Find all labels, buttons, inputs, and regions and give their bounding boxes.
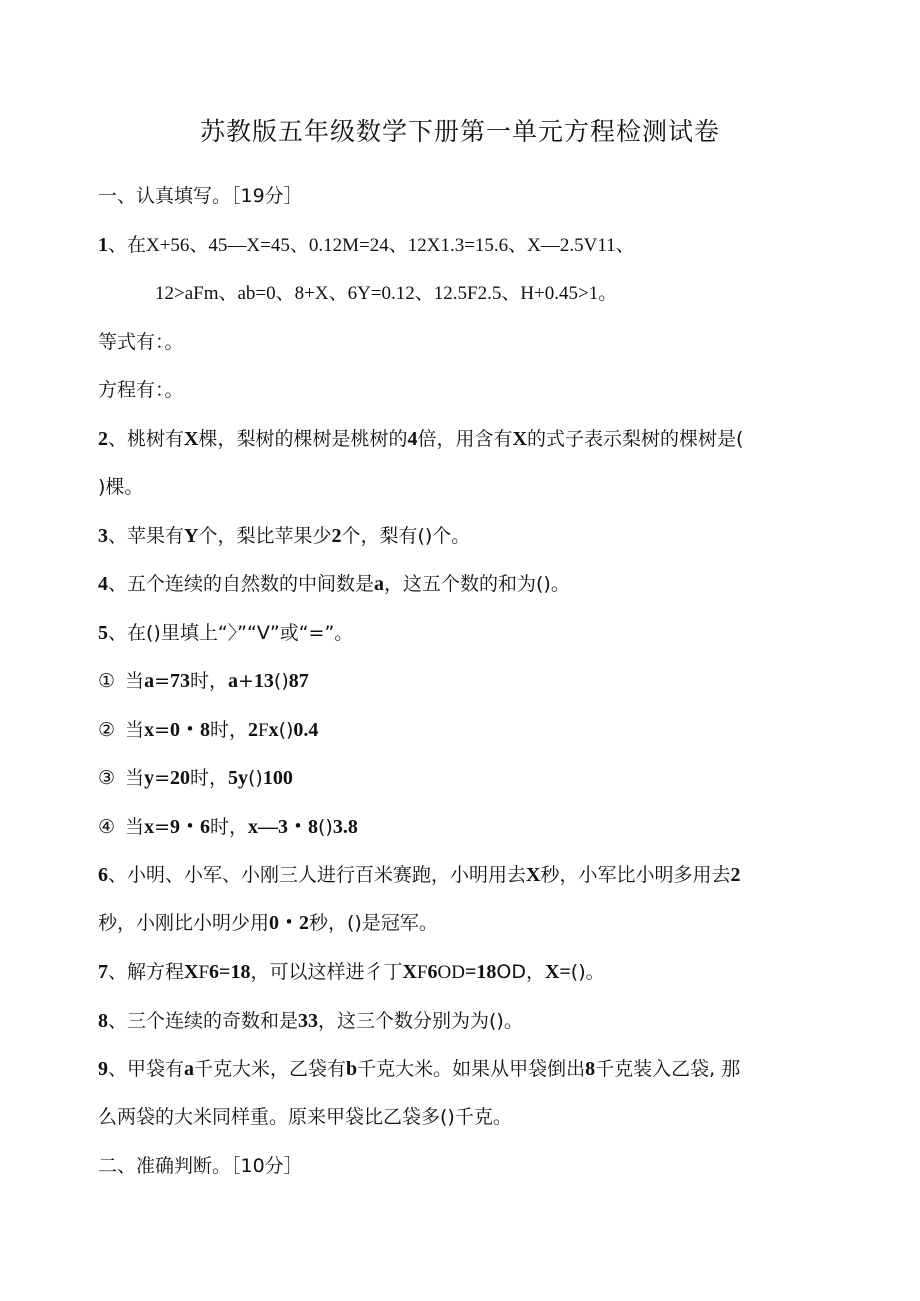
question-5 xyxy=(98,619,353,647)
text: 、在()里填上“〉”“V”或“=”。 xyxy=(108,622,354,644)
number: =18 xyxy=(464,961,497,983)
page-title: 苏教版五年级数学下册第一单元方程检测试卷 xyxy=(199,117,720,146)
text: 棵，梨树的棵树是桃树的 xyxy=(198,428,408,450)
text: 秒，()是冠军。 xyxy=(309,912,438,934)
text: F xyxy=(416,962,428,983)
text: 、小明、小军、小刚三人进行百米赛跑，小明用去 xyxy=(108,864,527,886)
number: 0・2 xyxy=(269,912,310,934)
answer-blank: () xyxy=(273,670,289,692)
variable: X xyxy=(402,961,417,983)
variable: a xyxy=(144,670,155,692)
question-4 xyxy=(98,570,570,598)
text: = xyxy=(154,719,170,741)
text: = xyxy=(154,670,170,692)
number: 0・8 xyxy=(169,719,210,741)
variable: a xyxy=(184,1058,195,1080)
question-5-item-1 xyxy=(98,667,309,695)
text: 秒，小军比小明多用去 xyxy=(540,864,731,886)
question-1-line-1 xyxy=(98,231,635,260)
text: 、苹果有 xyxy=(108,525,185,547)
question-number: 4 xyxy=(98,573,108,595)
question-9-line-2: 么两袋的大米同样重。原来甲袋比乙袋多()千克。 xyxy=(98,1106,512,1128)
variable: a xyxy=(228,670,238,692)
text: 时， xyxy=(189,767,228,789)
section-heading-2: 二、准确判断。［10分］ xyxy=(98,1155,303,1177)
answer-blank: ()。 xyxy=(570,961,605,983)
number: 8 xyxy=(585,1058,596,1080)
text: 秒，小刚比小明少用 xyxy=(98,912,270,934)
expression: x—3・8 xyxy=(248,816,318,838)
question-number: 6 xyxy=(98,864,108,886)
text: F xyxy=(198,962,210,983)
variable: Y xyxy=(184,525,199,547)
question-text: 、在X+56、45—X=45、0.12M=24、12X1.3=15.6、X—2.5V11、 xyxy=(108,235,635,256)
variable: y xyxy=(144,767,155,789)
text: = xyxy=(154,816,170,838)
number: 6 xyxy=(427,961,438,983)
text: 当 xyxy=(125,816,145,838)
text: 时， xyxy=(209,816,248,838)
number: 2 xyxy=(248,719,258,741)
variable: X= xyxy=(544,961,571,983)
number: 6=18 xyxy=(209,961,251,983)
text: 千克装入乙袋, 那 xyxy=(595,1058,741,1080)
answer-blank: () xyxy=(278,719,294,741)
item-marker: ③ xyxy=(98,767,116,789)
question-number: 7 xyxy=(98,961,108,983)
answer-blank: () xyxy=(248,767,263,789)
formulas-answer: 方程有：。 xyxy=(98,379,184,401)
section-heading-1: 一、认真填写。［19分］ xyxy=(98,185,303,207)
text: 、桃树有 xyxy=(108,428,185,450)
text: 个，梨比苹果少 xyxy=(198,525,332,547)
number: 3.8 xyxy=(332,816,358,838)
text: ，这三个数分别为为()。 xyxy=(318,1010,523,1032)
variable: X xyxy=(184,428,199,450)
text: 千克大米。如果从甲袋倒出 xyxy=(357,1058,586,1080)
expression: 5y xyxy=(228,767,248,789)
text: + xyxy=(238,670,254,692)
number: 4 xyxy=(407,428,418,450)
number: 0.4 xyxy=(293,719,319,741)
variable: x xyxy=(144,719,155,741)
item-marker: ④ xyxy=(98,816,116,838)
text: 倍，用含有 xyxy=(417,428,513,450)
question-2-line-1 xyxy=(98,425,743,453)
text: = xyxy=(154,767,170,789)
variable: a xyxy=(374,573,385,595)
question-5-item-4 xyxy=(98,813,358,841)
text: 当 xyxy=(125,719,145,741)
question-1-line-2: 12>aFm、ab=0、8+X、6Y=0.12、12.5F2.5、H+0.45>1。 xyxy=(155,283,618,304)
question-number: 3 xyxy=(98,525,108,547)
variable: x xyxy=(268,719,279,741)
number: 100 xyxy=(262,767,293,789)
question-number: 2 xyxy=(98,428,108,450)
text: 千克大米，乙袋有 xyxy=(194,1058,347,1080)
variable: X xyxy=(512,428,527,450)
question-7 xyxy=(98,958,605,987)
number: 33 xyxy=(298,1010,319,1032)
number: 9・6 xyxy=(169,816,210,838)
text: 、三个连续的奇数和是 xyxy=(108,1010,299,1032)
variable: b xyxy=(346,1058,358,1080)
question-5-item-2 xyxy=(98,716,318,745)
text: 、甲袋有 xyxy=(108,1058,185,1080)
question-2-line-2: )棵。 xyxy=(98,476,144,498)
text: OD， xyxy=(496,961,545,983)
question-3 xyxy=(98,522,470,550)
number: 20 xyxy=(169,767,190,789)
variable: x xyxy=(144,816,155,838)
text: 、五个连续的自然数的中间数是 xyxy=(108,573,375,595)
text: F xyxy=(258,720,269,741)
equations-answer: 等式有：。 xyxy=(98,331,184,353)
text: 时， xyxy=(189,670,228,692)
variable: X xyxy=(526,864,541,886)
text: 时， xyxy=(209,719,248,741)
text: ，这五个数的和为()。 xyxy=(384,573,570,595)
text: 个，梨有()个。 xyxy=(341,525,471,547)
answer-blank: () xyxy=(318,816,333,838)
variable: X xyxy=(184,961,199,983)
question-8 xyxy=(98,1007,523,1035)
question-number: 5 xyxy=(98,622,108,644)
number: 2 xyxy=(730,864,741,886)
text: OD xyxy=(437,962,465,983)
question-number: 9 xyxy=(98,1058,108,1080)
question-9-line-1 xyxy=(98,1055,740,1083)
text: ，可以这样进彳丁 xyxy=(250,961,403,983)
question-6-line-2 xyxy=(98,909,438,937)
number: 87 xyxy=(288,670,309,692)
item-marker: ② xyxy=(98,719,116,741)
number: 13 xyxy=(253,670,274,692)
text: 、解方程 xyxy=(108,961,185,983)
text: 的式子表示梨树的棵树是( xyxy=(526,428,744,450)
text: 当 xyxy=(125,767,145,789)
question-5-item-3 xyxy=(98,764,293,792)
number: 2 xyxy=(331,525,342,547)
item-marker: ① xyxy=(98,670,116,692)
question-6-line-1 xyxy=(98,861,740,889)
question-number: 8 xyxy=(98,1010,108,1032)
question-number: 1 xyxy=(98,234,108,256)
text: 当 xyxy=(125,670,145,692)
number: 73 xyxy=(169,670,190,692)
